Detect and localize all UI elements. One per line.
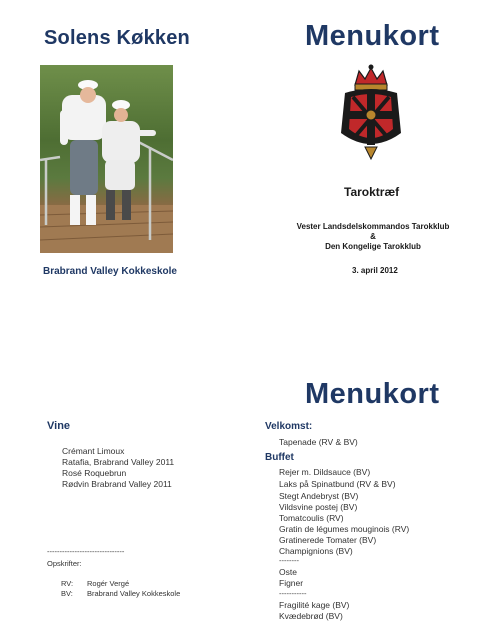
dessert-item: Kvædebrød (BV) — [279, 611, 343, 621]
buffet-item: Vildsvine postej (BV) — [279, 502, 358, 512]
dash-separator: ------------------------------- — [47, 547, 125, 556]
wine-item: Rosé Roquebrun — [62, 468, 127, 478]
buffet-item: Gratin de légumes mouginois (RV) — [279, 524, 410, 534]
event-subtitle: Taroktræf — [344, 185, 400, 199]
dash-separator: ----------- — [279, 589, 307, 598]
recipe-name: Brabrand Valley Kokkeskole — [87, 589, 181, 598]
brand-title: Solens Køkken — [44, 27, 190, 49]
cheese-item: Oste — [279, 567, 297, 577]
buffet-item: Rejer m. Dildsauce (BV) — [279, 467, 371, 477]
photo-caption: Brabrand Valley Kokkeskole — [43, 266, 177, 277]
wine-heading: Vine — [47, 420, 71, 432]
crest-icon — [331, 63, 411, 161]
buffet-heading: Buffet — [265, 452, 294, 463]
wine-item: Ratafia, Brabrand Valley 2011 — [62, 457, 175, 467]
event-date: 3. april 2012 — [352, 266, 398, 275]
buffet-item: Champignions (BV) — [279, 546, 353, 556]
club-name-2: Den Kongelige Tarokklub — [325, 242, 421, 251]
welcome-heading: Velkomst: — [265, 421, 313, 432]
cheese-item: Figner — [279, 578, 304, 588]
crest-emblem — [331, 63, 411, 161]
recipe-name: Rogér Vergé — [87, 579, 130, 588]
wine-item: Crémant Limoux — [62, 446, 125, 456]
club-name-1: Vester Landsdelskommandos Tarokklub — [296, 222, 450, 231]
chefs-photo — [40, 65, 173, 253]
wine-item: Rødvin Brabrand Valley 2011 — [62, 479, 172, 489]
chefs-photo-illustration — [40, 65, 173, 253]
recipes-heading: Opskrifter: — [47, 559, 82, 568]
buffet-item: Gratinerede Tomater (BV) — [279, 535, 377, 545]
welcome-item: Tapenade (RV & BV) — [279, 437, 358, 447]
buffet-item: Stegt Andebryst (BV) — [279, 491, 359, 501]
menu-title-2: Menukort — [305, 378, 440, 410]
menu-title: Menukort — [305, 20, 440, 52]
dessert-item: Fragilité kage (BV) — [279, 600, 350, 610]
recipe-code: RV: — [61, 579, 74, 588]
buffet-item: Laks på Spinatbund (RV & BV) — [279, 479, 396, 489]
recipe-code: BV: — [61, 589, 73, 598]
buffet-item: Tomatcoulis (RV) — [279, 513, 344, 523]
dash-separator: -------- — [279, 556, 299, 565]
club-ampersand: & — [370, 232, 376, 241]
